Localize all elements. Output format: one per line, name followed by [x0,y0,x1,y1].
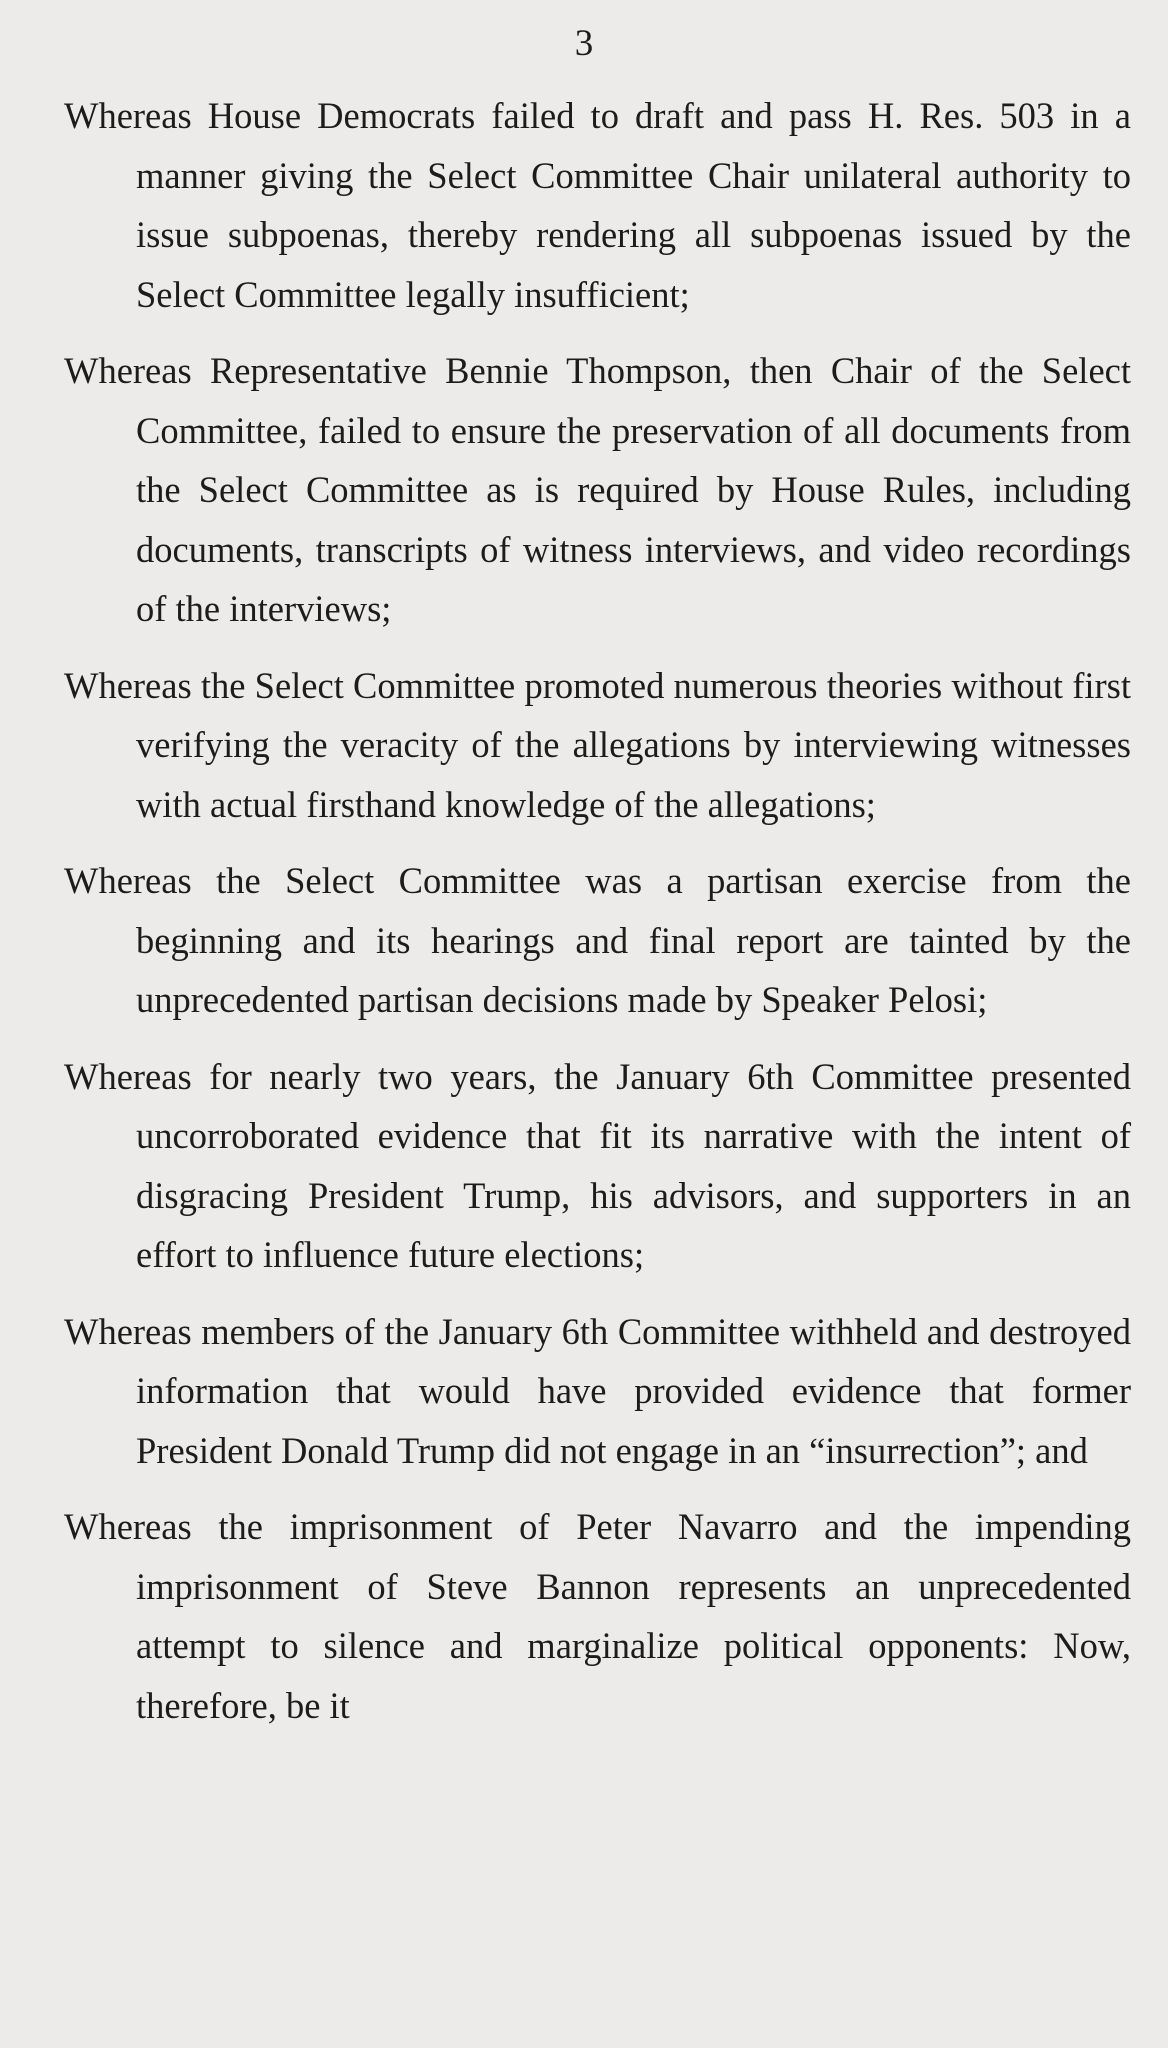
whereas-clause: Whereas for nearly two years, the January 6th Committee presented uncorroborated evidence that fit its narrative with the intent of disgracing President Trump, his advisors, and supporters in an effort to influence future elections; [64,1055,1131,1275]
whereas-clauses [64,86,1131,1752]
whereas-clause: Whereas the Select Committee promoted numerous theories without first verifying the veracity of the allegations by interviewing witnesses with actual firsthand knowledge of the allegations; [64,664,1131,825]
whereas-clause: Whereas members of the January 6th Committee withheld and destroyed information that would have provided evidence that former President Donald Trump did not engage in an “insurrection”; and [64,1310,1131,1471]
whereas-clause: Whereas the imprisonment of Peter Navarro and the impending imprisonment of Steve Bannon represents an unprecedented attempt to silence and marginalize political opponents: Now, therefore, be it [64,1506,1131,1726]
whereas-clause: Whereas Representative Bennie Thompson, then Chair of the Select Committee, failed to ensure the preservation of all documents from the Select Committee as is required by House Rules, including documents, transcripts of witness interviews, and video recordings of the interviews; [64,350,1131,629]
whereas-clause: Whereas the Select Committee was a partisan exercise from the beginning and its hearings and final report are tainted by the unprecedented partisan decisions made by Speaker Pelosi; [64,860,1131,1020]
page-number: 3 [574,23,594,64]
whereas-clause: Whereas House Democrats failed to draft and pass H. Res. 503 in a manner giving the Select Committee Chair unilateral authority to issue subpoenas, thereby rendering all subpoenas issued by the Select Committee legally insufficient; [64,95,1131,315]
